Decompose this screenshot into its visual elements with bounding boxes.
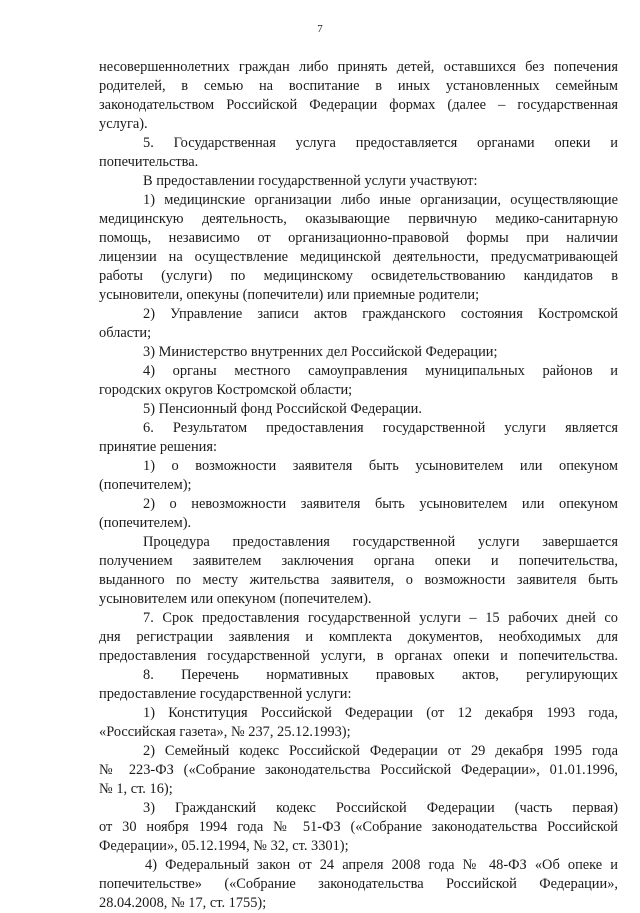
text-line: № 1, ст. 16); <box>99 781 173 797</box>
text-line: 2) Семейный кодекс Российской Федерации от 29 декабря 1995 года <box>143 743 618 759</box>
text-line: 2) о невозможности заявителя быть усыновителем или опекуном <box>143 496 618 512</box>
text-line: предоставления государственной услуги, в органах опеки и попечительства. <box>99 648 618 664</box>
document-body <box>99 58 618 913</box>
text-line: 4) органы местного самоуправления муниципальных районов и <box>143 363 618 379</box>
text-line: законодательством Российской Федерации формах (далее – государственная <box>99 97 618 113</box>
text-line: работы (услуги) по медицинскому освидетельствованию кандидатов в <box>99 268 618 284</box>
text-line: лицензии на осуществление медицинской деятельности, предусматривающей <box>99 249 618 265</box>
text-line: 5) Пенсионный фонд Российской Федерации. <box>143 401 422 417</box>
text-line: помощь, независимо от организационно-правовой формы при наличии <box>99 230 618 246</box>
text-line: 3) Министерство внутренних дел Российской Федерации; <box>143 344 498 360</box>
text-line: 1) медицинские организации либо иные организации, осуществляющие <box>143 192 618 208</box>
text-line: принятие решения: <box>99 439 217 455</box>
page-number: 7 <box>317 23 323 35</box>
text-line: 6. Результатом предоставления государственной услуги является <box>143 420 618 436</box>
text-line: выданного по месту жительства заявителя, о возможности заявителя быть <box>99 572 618 588</box>
text-line: 1) о возможности заявителя быть усыновителем или опекуном <box>143 458 618 474</box>
text-line: городских округов Костромской области; <box>99 382 353 398</box>
text-line: (попечителем). <box>99 515 192 531</box>
text-line: 28.04.2008, № 17, ст. 1755); <box>99 895 267 911</box>
text-line: 4) Федеральный закон от 24 апреля 2008 года № 48-ФЗ «Об опеке и <box>145 857 618 873</box>
text-line: 1) Конституция Российской Федерации (от 12 декабря 1993 года, <box>143 705 618 721</box>
text-line: медицинскую деятельность, оказывающие первичную медико-санитарную <box>99 211 618 227</box>
text-line: родителей, в семью на воспитание в иных установленных семейным <box>99 78 618 94</box>
text-line: усыновители, опекуны (попечители) или приемные родители; <box>99 287 480 303</box>
text-line: № 223-ФЗ («Собрание законодательства Российской Федерации», 01.01.1996, <box>99 762 618 778</box>
text-line: 3) Гражданский кодекс Российской Федерации (часть первая) <box>143 800 618 816</box>
text-line: услуга). <box>99 116 148 132</box>
text-line: Федерации», 05.12.1994, № 32, ст. 3301); <box>99 838 349 854</box>
text-line: 7. Срок предоставления государственной услуги – 15 рабочих дней со <box>143 610 618 626</box>
text-line: «Российская газета», № 237, 25.12.1993); <box>99 724 351 740</box>
text-line: области; <box>99 325 152 341</box>
text-line: усыновителем или опекуном (попечителем). <box>99 591 372 607</box>
text-line: дня регистрации заявления и комплекта документов, необходимых для <box>99 629 618 645</box>
text-line: от 30 ноября 1994 года № 51-ФЗ («Собрание законодательства Российской <box>99 819 618 835</box>
text-line: несовершеннолетних граждан либо принять детей, оставшихся без попечения <box>99 59 618 75</box>
text-line: 8. Перечень нормативных правовых актов, регулирующих <box>143 667 618 683</box>
text-line: В предоставлении государственной услуги участвуют: <box>143 173 478 189</box>
text-line: 5. Государственная услуга предоставляется органами опеки и <box>143 135 618 151</box>
text-line: получением заявителем заключения органа опеки и попечительства, <box>99 553 618 569</box>
text-line: попечительстве» («Собрание законодательства Российской Федерации», <box>99 876 618 892</box>
text-line: (попечителем); <box>99 477 192 493</box>
text-line: Процедура предоставления государственной услуги завершается <box>143 534 618 550</box>
text-line: попечительства. <box>99 154 199 170</box>
text-line: 2) Управление записи актов гражданского состояния Костромской <box>143 306 618 322</box>
text-line: предоставление государственной услуги: <box>99 686 352 702</box>
